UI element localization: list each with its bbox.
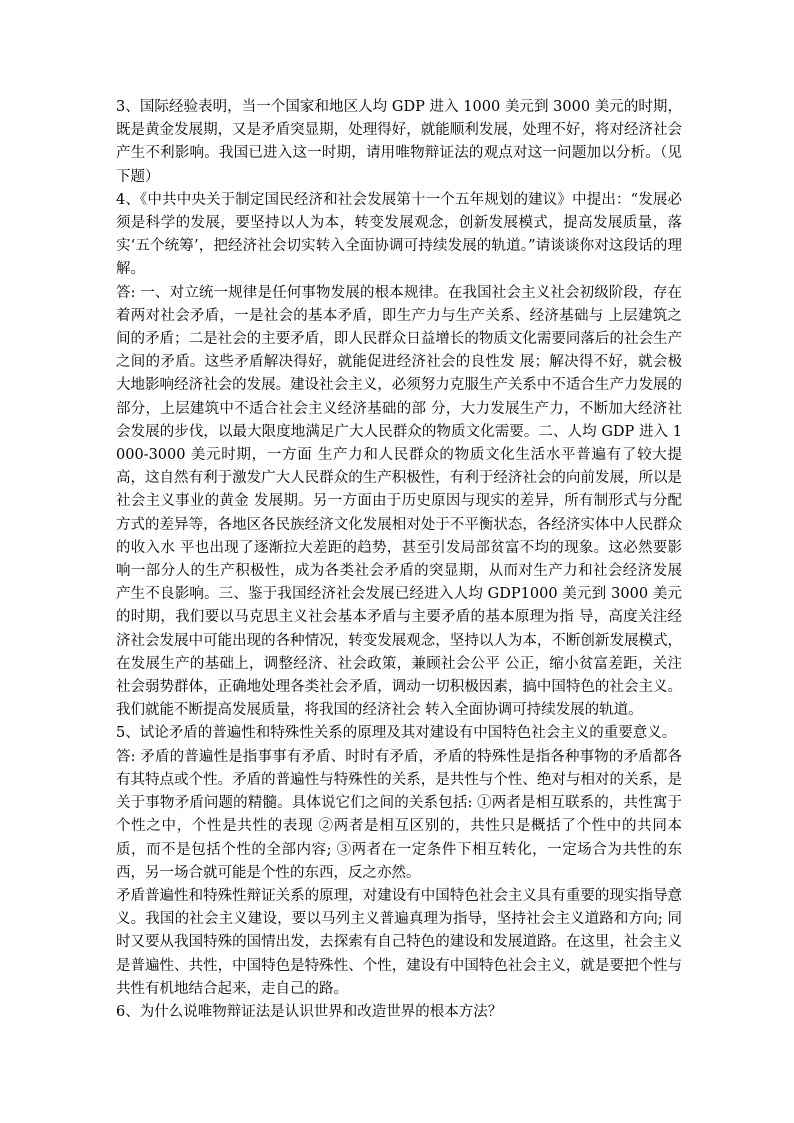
question-3-paragraph: 3、国际经验表明，当一个国家和地区人均 GDP 进入 1000 美元到 3000 美元的时期，既是黄金发展期，又是矛盾突显期，处理得好，就能顺利发展，处理不好，将对经济社会产生不利影响。我国已进入这一时期，请用唯物辩证法的观点对这一问题加以分析。（见下题） [116, 99, 682, 185]
answer-4-paragraph: 答: 一、对立统一规律是任何事物发展的根本规律。在我国社会主义社会初级阶段，存在着两对社会矛盾，一是社会的基本矛盾，即生产力与生产关系、经济基础与 上层建筑之间的矛盾；二是社会的主要矛盾，即人民群众日益增长的物质文化需要同落后的社会生产之间的矛盾。这些矛盾解决得好，就能促进经济社会的良性发 展；解决得不好，就会极大地影响经济社会的发展。建设社会主义，必须努力克服生产关系中不适合生产力发展的部分，上层建筑中不适合社会主义经济基础的部 分，大力发展生产力，不断加大经济社会发展的步伐，以最大限度地满足广大人民群众的物质文化需要。二、人均 GDP 进入 1000-3000 美元时期，一方面 生产力和人民群众的物质文化生活水平普遍有了较大提高，这自然有利于激发广大人民群众的生产积极性，有利于经济社会的向前发展，所以是社会主义事业的黄金 发展期。另一方面由于历史原因与现实的差异，所有制形式与分配方式的差异等，各地区各民族经济文化发展相对处于不平衡状态，各经济实体中人民群众的收入水 平也出现了逐渐拉大差距的趋势，甚至引发局部贫富不均的现象。这必然要影响一部分人的生产积极性，成为各类社会矛盾的突显期，从而对生产力和社会经济发展 产生不良影响。三、鉴于我国经济社会发展已经进入人均 GDP1000 美元到 3000 美元的时期，我们要以马克思主义社会基本矛盾与主要矛盾的基本原理为指 导，高度关注经济社会发展中可能出现的各种情况，转变发展观念，坚持以人为本，不断创新发展模式，在发展生产的基础上，调整经济、社会政策，兼顾社会公平 公正，缩小贫富差距，关注社会弱势群体，正确地处理各类社会矛盾，调动一切积极因素，搞中国特色的社会主义。我们就能不断提高发展质量，将我国的经济社会 转入全面协调可持续发展的轨道。 [116, 284, 682, 719]
question-5-paragraph: 5、试论矛盾的普遍性和特殊性关系的原理及其对建设有中国特色社会主义的重要意义。 [116, 725, 677, 742]
question-6-paragraph: 6、为什么说唯物辩证法是认识世界和改造世界的根本方法？ [116, 1003, 503, 1020]
document-page [116, 96, 682, 1024]
answer-5-paragraph: 答: 矛盾的普遍性是指事事有矛盾、时时有矛盾，矛盾的特殊性是指各种事物的矛盾都各有其特点或个性。矛盾的普遍性与特殊性的关系，是共性与个性、绝对与相对的关系，是关于事物矛盾问题的精髓。具体说它们之间的关系包括: ①两者是相互联系的，共性寓于个性之中，个性是共性的表现 ②两者是相互区别的，共性只是概括了个性中的共同本质，而不是包括个性的全部内容; ③两者在一定条件下相互转化，一定场合为共性的东西，另一场合就可能是个性的东西，反之亦然。 [116, 748, 682, 881]
question-4-paragraph: 4、《中共中央关于制定国民经济和社会发展第十一个五年规划的建议》中提出：“发展必须是科学的发展，要坚持以人为本，转变发展观念，创新发展模式，提高发展质量，落实‘五个统筹’，把经济社会切实转入全面协调可持续发展的轨道。”请谈谈你对这段话的理解。 [116, 191, 682, 278]
answer-5-continuation-paragraph: 矛盾普遍性和特殊性辩证关系的原理，对建设有中国特色社会主义具有重要的现实指导意义。我国的社会主义建设，要以马列主义普遍真理为指导，坚持社会主义道路和方向; 同时又要从我国特殊的国情出发，去探索有自己特色的建设和发展道路。在这里，社会主义是普遍性、共性，中国特色是特殊性、个性，建设有中国特色社会主义，就是要把个性与共性有机地结合起来，走自己的路。 [116, 887, 682, 997]
